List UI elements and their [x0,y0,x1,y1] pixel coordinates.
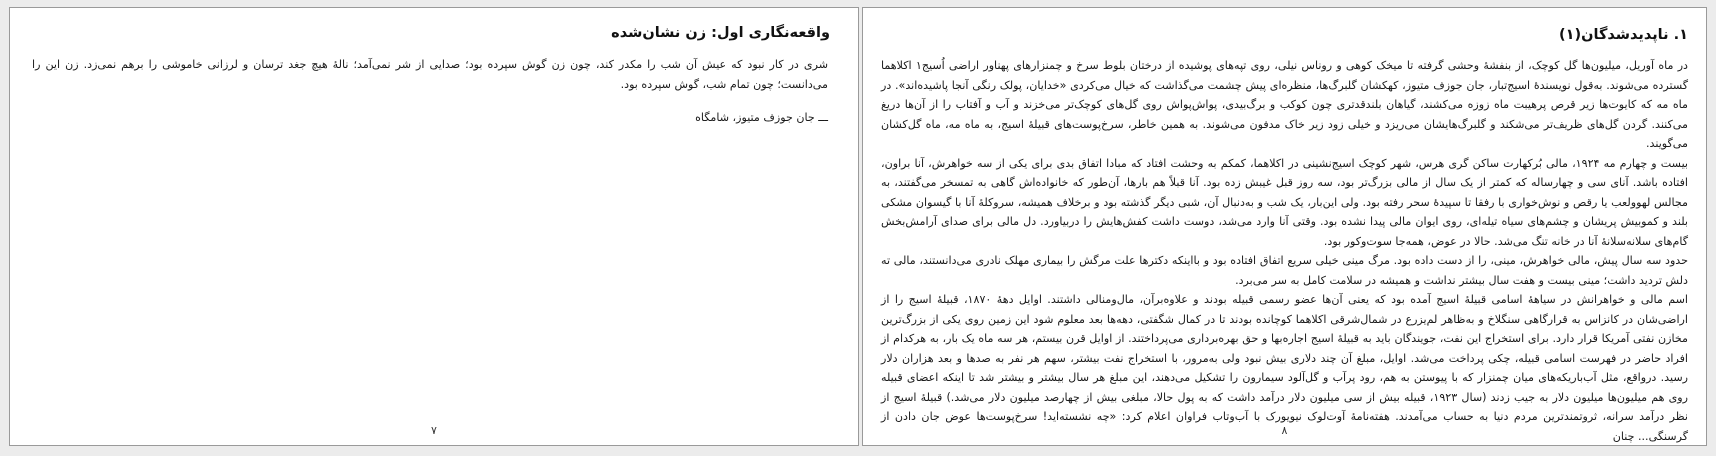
epigraph-quote: شری در کار نبود که عیش آن شب را مکدر کند، چون زن گوش سپرده بود؛ صدایی از شر نمی‌آمد؛ نالهٔ هیچ جغد ترسان و لرزانی خاموشی را برهم نمی‌زد. زن این را می‌دانست؛ چون تمام شب، گوش سپرده بود. [32,58,828,91]
body-paragraph: بیست و چهارم مه ۱۹۲۴، مالی بُرکهارت ساکن گری هرس، شهر کوچک اسیج‌نشینی در اکلاهما، کمکم به وحشت افتاد که مبادا اتفاق بدی برای یکی از سه خواهرش، آنا براون، افتاده باشد. آنای سی و چهارساله که کمتر از یک سال از مالی بزرگ‌تر بود، سه روز قبل غیبش زده بود. آنا قبلاً هم بارها، آن‌طور که خانواده‌اش گاهی به تمسخر می‌گفتند، به مجالس لهوولعب یا رقص و نوش‌خواری با رفقا تا سپیدهٔ سحر رفته بود. ولی این‌بار، یک شب و به‌دنبال آن، شبی دیگر گذشته بود و برخلاف همیشه، سروکلهٔ آنا با گیسوان مشکی بلند و کموبیش پریشان و چشم‌های سیاه تیله‌ای، روی ایوان مالی پیدا نشده بود. وقتی آنا وارد می‌شد، دوست داشت کفش‌هایش را دربیاورد. دل مالی برای صدای آرامش‌بخش گام‌های سلانه‌سلانهٔ آنا در خانه تنگ می‌شد. حالا در عوض، همه‌جا سوت‌وکور بود. [881,156,1689,248]
body-paragraph: حدود سه سال پیش، مالی خواهرش، مینی، را از دست داده بود. مرگ مینی خیلی سریع اتفاق افتاده بود و بااینکه دکترها علت مرگش را بیماری مهلک نادری می‌دانستند، مالی ته دلش تردید داشت؛ مینی بیست و هفت سال بیشتر نداشت و همیشه در سلامت کامل به سر می‌برد. [881,254,1688,287]
section-heading: ۱. ناپدیدشدگان(۱) [1559,27,1688,43]
page-number: ۸ [1281,424,1288,437]
page-number: ۷ [431,424,437,437]
epigraph [32,55,828,128]
body-paragraph: در ماه آوریل، میلیون‌ها گل کوچک، از بنفشهٔ وحشی گرفته تا میخک کوهی و روناس نیلی، روی تپه‌های پوشیده از درختان بلوط سرخ و چمنزارهای پهناور اراضی اُسیج۱ اکلاهما گسترده می‌شوند. به‌قول نویسندهٔ اسیج‌تبار، جان جوزف متیوز، کهکشان گلبرگ‌ها، منظره‌ای پیش چشمت می‌گذاشت که خیال می‌کردی «خدایان، پولک رنگی آنجا پاشیده‌اند». در ماه مه که کایوت‌ها زیر قرص پرهیبت ماه زوزه می‌کشند، گیاهان بلندقدتری چون کوکب و برگ‌بیدی، پواش‌پواش روی گل‌های کوچک‌تر می‌خزند و آب و آفتاب را از آن‌ها دریغ می‌کنند. گردن گل‌های ظریف‌تر می‌شکند و گلبرگ‌هایشان می‌ریزد و خیلی زود زیر خاک مدفون می‌شوند. به همین خاطر، سرخ‌پوست‌های قبیلهٔ اسیج، به ماه مه، ماه گل‌کشان می‌گویند. [881,59,1689,150]
epigraph-attribution: ـــ جان جوزف متیوز، شامگاه [695,111,828,124]
chapter-heading: واقعه‌نگاری اول: زن نشان‌شده [611,25,830,41]
body-text [881,56,1688,446]
body-paragraph: اسم مالی و خواهرانش در سیاههٔ اسامی قبیلهٔ اسیج آمده بود که یعنی آن‌ها عضو رسمی قبیله بودند و علاوه‌برآن، مال‌ومنالی داشتند. اوایل دههٔ ۱۸۷۰، قبیلهٔ اسیج را از اراضی‌شان در کانزاس به قرارگاهی سنگلاخ و به‌ظاهر لم‌یزرع در شمال‌شرقی اکلاهما کوچانده بودند تا در کمال شگفتی، دهه‌ها بعد معلوم شود این زمین روی یکی از بزرگ‌ترین مخازن نفتی آمریکا قرار دارد. برای استخراج این نفت، جویندگان باید به قبیلهٔ اسیج اجاره‌بها و حق بهره‌برداری می‌پرداختند. از اوایل قرن بیستم، هر سه ماه یک بار، به هرکدام از افراد حاضر در فهرست اسامی قبیله، چکی پرداخت می‌شد. اوایل، مبلغ آن چند دلاری بیش نبود ولی به‌مرور، با استخراج نفت بیشتر، سهم هر نفر به صدها و بعد هزاران دلار رسید. درواقع، مثل آب‌باریکه‌های میان چمنزار که با پیوستن به هم، رود پرآب و گل‌آلود سیمارون را تشکیل می‌دهند، این مبلغ هر سال بیشتر و بیشتر شد تا اینکه اعضای قبیله روی هم میلیون‌ها میلیون دلار به جیب زدند (سال ۱۹۲۳، قبیله بیش از سی میلیون دلار درآمد داشت که به پول حالا، مبلغی بیش از چهارصد میلیون دلار می‌شد.) قبیلهٔ اسیج از نظر درآمد سرانه، ثروتمندترین مردم دنیا به حساب می‌آمدند. هفته‌نامهٔ آوت‌لوک نیویورک با آب‌وتاب فراوان اعلام کرد: «چه نشسته‌اید! سرخ‌پوست‌ها عوض جان دادن از گرسنگی... چنان [881,293,1688,443]
right-page [862,7,1707,446]
left-page [9,7,859,446]
